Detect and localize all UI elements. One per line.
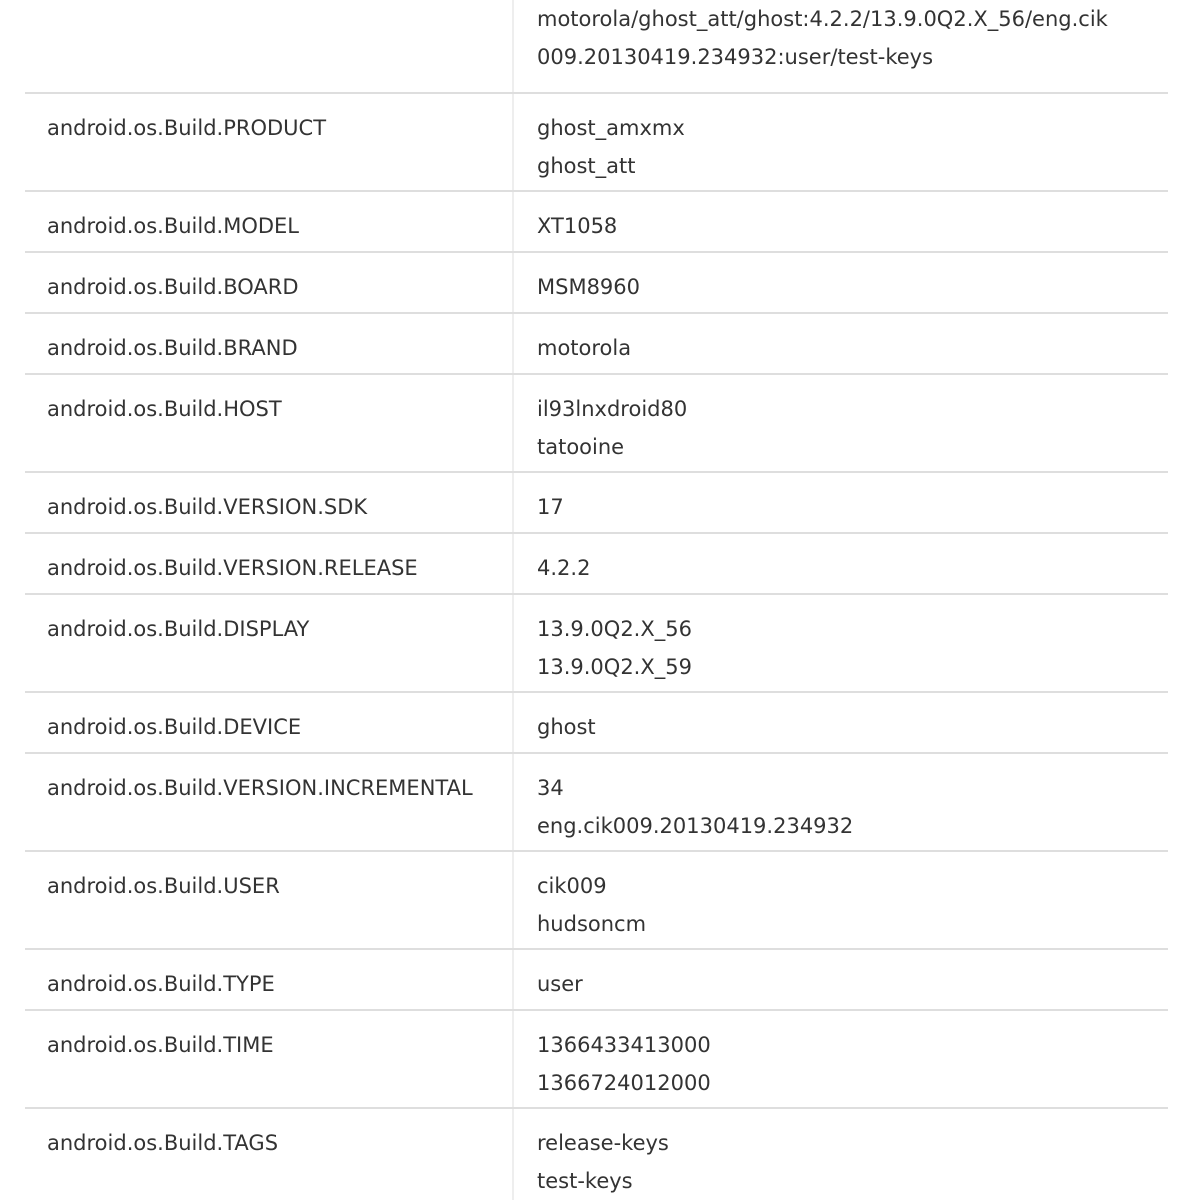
property-value-line: cik009	[537, 874, 607, 898]
property-key: android.os.Build.BOARD	[47, 275, 299, 299]
property-value-line: user	[537, 972, 583, 996]
property-key	[25, 0, 512, 92]
table-row	[25, 852, 1168, 950]
property-value-line: 34	[537, 776, 564, 800]
property-value	[512, 0, 1168, 92]
property-value-line: 17	[537, 495, 564, 519]
property-value-line: hudsoncm	[537, 912, 647, 936]
table-row	[25, 473, 1168, 534]
property-value	[512, 693, 1168, 752]
property-value-line: 1366433413000	[537, 1033, 711, 1057]
table-row	[25, 192, 1168, 253]
property-value-line: 13.9.0Q2.X_59	[537, 655, 692, 679]
property-value-line: il93lnxdroid80	[537, 397, 688, 421]
property-key: android.os.Build.TAGS	[47, 1131, 279, 1155]
property-value	[512, 1011, 1168, 1107]
property-key: android.os.Build.MODEL	[47, 214, 300, 238]
property-key: android.os.Build.DISPLAY	[47, 617, 310, 641]
build-properties-table	[25, 0, 1168, 1200]
property-value-line: 1366724012000	[537, 1071, 711, 1095]
table-row	[25, 314, 1168, 375]
property-value-line: tatooine	[537, 435, 625, 459]
property-value	[512, 534, 1168, 593]
property-value-line: release-keys	[537, 1131, 669, 1155]
property-value	[512, 950, 1168, 1009]
property-value	[512, 473, 1168, 532]
property-value	[512, 595, 1168, 691]
property-value-line: ghost_amxmx	[537, 116, 685, 140]
property-value	[512, 852, 1168, 948]
property-value	[512, 375, 1168, 471]
table-row	[25, 950, 1168, 1011]
property-value	[512, 94, 1168, 190]
table-row	[25, 1011, 1168, 1109]
property-value-line: ghost_att	[537, 154, 636, 178]
property-value	[512, 192, 1168, 251]
property-value	[512, 754, 1168, 850]
property-value-line: XT1058	[537, 214, 618, 238]
property-value	[512, 253, 1168, 312]
property-value-line: 009.20130419.234932:user/test-keys	[537, 45, 934, 69]
property-value	[512, 1109, 1168, 1200]
property-value-line: 4.2.2	[537, 556, 591, 580]
table-row	[25, 595, 1168, 693]
property-key: android.os.Build.BRAND	[47, 336, 298, 360]
property-value	[512, 314, 1168, 373]
property-key: android.os.Build.TIME	[47, 1033, 274, 1057]
property-value-line: test-keys	[537, 1169, 633, 1193]
property-key: android.os.Build.VERSION.SDK	[47, 495, 368, 519]
property-key: android.os.Build.TYPE	[47, 972, 275, 996]
property-key: android.os.Build.HOST	[47, 397, 282, 421]
table-row	[25, 0, 1168, 94]
property-value-line: 13.9.0Q2.X_56	[537, 617, 692, 641]
table-row	[25, 534, 1168, 595]
table-row	[25, 253, 1168, 314]
property-key: android.os.Build.DEVICE	[47, 715, 302, 739]
property-key: android.os.Build.VERSION.INCREMENTAL	[47, 776, 473, 800]
property-value-line: eng.cik009.20130419.234932	[537, 814, 854, 838]
table-row	[25, 1109, 1168, 1200]
property-key: android.os.Build.VERSION.RELEASE	[47, 556, 418, 580]
property-value-line: motorola/ghost_att/ghost:4.2.2/13.9.0Q2.X_56/eng.cik	[537, 7, 1108, 31]
property-key: android.os.Build.USER	[47, 874, 280, 898]
table-row	[25, 94, 1168, 192]
property-value-line: ghost	[537, 715, 596, 739]
table-row	[25, 754, 1168, 852]
table-row	[25, 375, 1168, 473]
table-row	[25, 693, 1168, 754]
property-value-line: MSM8960	[537, 275, 641, 299]
property-value-line: motorola	[537, 336, 632, 360]
property-key: android.os.Build.PRODUCT	[47, 116, 327, 140]
